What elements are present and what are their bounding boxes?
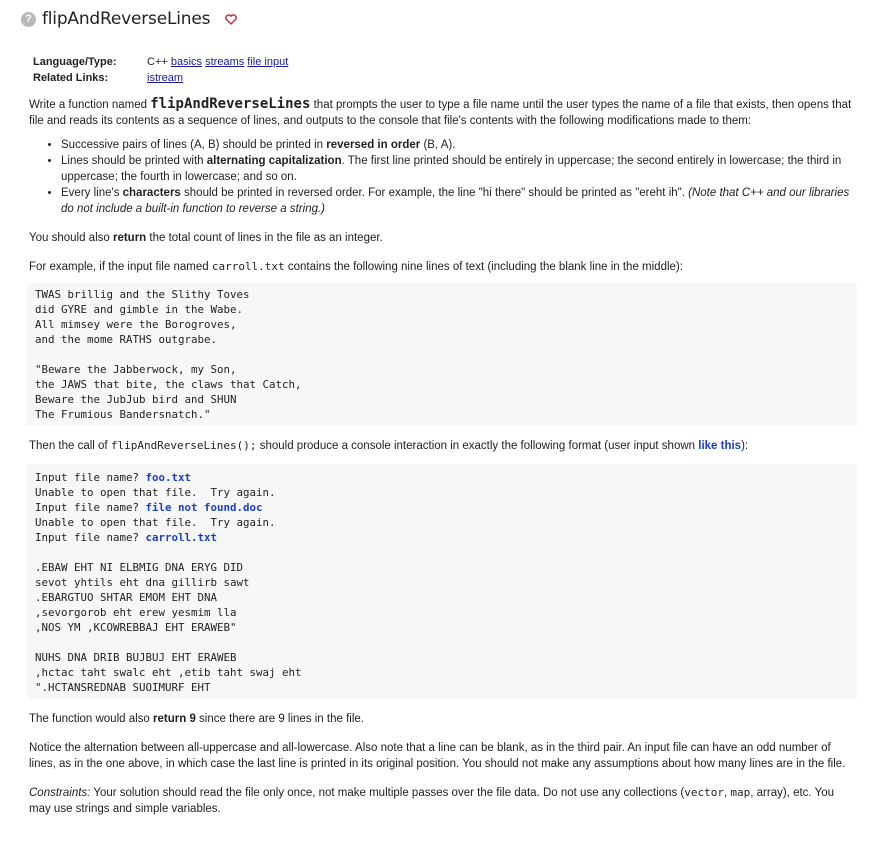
requirements-list	[29, 137, 857, 217]
list-item: • Every line's characters should be printed in reversed order. For example, the line "hi there" should be printed as "ereht ih". (Note that C++ and our libraries do not include a built-in function to reverse a string.)	[61, 185, 857, 217]
help-icon[interactable]: ?	[21, 12, 36, 27]
notice-paragraph: Notice the alternation between all-uppercase and all-lowercase. Also note that a line can be blank, as in the third pair. An input file can have an odd number of lines, as in the one above, in which case the last line is printed in its original position. You should not make any assumptions about how many lines are in the file.	[29, 742, 846, 770]
link-basics[interactable]: basics	[170, 56, 203, 68]
link-file-input[interactable]: file input	[247, 56, 289, 68]
problem-description	[29, 96, 857, 817]
return-example-paragraph: The function would also return 9 since there are 9 lines in the file.	[29, 713, 364, 725]
return-paragraph: You should also return the total count of lines in the file as an integer.	[29, 232, 383, 244]
list-item: • Lines should be printed with alternating capitalization. The first line printed should be entirely in uppercase; the second entirely in lowercase; the third in uppercase; the fourth in lowercase; and so on.	[61, 153, 857, 185]
link-streams[interactable]: streams	[205, 56, 245, 68]
language-value: C++	[147, 56, 168, 68]
list-item: • Successive pairs of lines (A, B) should be printed in reversed in order (B, A).	[61, 137, 857, 153]
console-block: Input file name? foo.txt Unable to open that file. Try again. Input file name? file not found.doc Unable to open that file. Try again. Input file name? carroll.txt .EBAW EHT NI ELBMIG DNA ERYG DID sevot yhtils eht dna gillirb sawt .EBARGTUO SHTAR EMOM EHT DNA ,sevorgorob eht erew yesmim lla ,NOS YM ,KCOWREBBAJ EHT ERAWEB" NUHS DNA DRIB BUJBUJ EHT ERAWEB ,hctac taht swalc eht ,etib taht swaj eht ".HCTANSREDNAB SUOIMURF EHT	[27, 464, 857, 699]
call-paragraph: Then the call of flipAndReverseLines(); should produce a console interaction in exactly the following format (user input shown like this):	[29, 439, 749, 452]
link-istream[interactable]: istream	[147, 72, 184, 84]
constraints-paragraph: Constraints: Your solution should read the file only once, not make multiple passes over the file data. Do not use any collections (vector, map, array), etc. You may use strings and simple variables.	[29, 786, 835, 815]
problem-title: flipAndReverseLines	[42, 9, 211, 29]
related-links-label: Related Links:	[33, 72, 109, 84]
input-file-block: TWAS brillig and the Slithy Toves did GYRE and gimble in the Wabe. All mimsey were the Borogroves, and the mome RATHS outgrabe. "Beware the Jabberwock, my Son, the JAWS that bite, the claws that Catch, Beware the JubJub bird and SHUN The Frumious Bandersnatch."	[27, 283, 857, 426]
intro-paragraph: Write a function named flipAndReverseLines that prompts the user to type a file name until the user types the name of a file that exists, then opens that file and reads its contents as a sequence of lines, and outputs to the console that file's contents with the following modifications made to them:	[29, 96, 852, 127]
example-paragraph: For example, if the input file named carroll.txt contains the following nine lines of text (including the blank line in the middle):	[29, 260, 683, 273]
heart-icon[interactable]	[224, 12, 238, 26]
problem-meta	[33, 54, 288, 86]
problem-header	[21, 8, 238, 30]
language-label: Language/Type:	[33, 56, 117, 68]
function-name: flipAndReverseLines	[150, 96, 311, 112]
